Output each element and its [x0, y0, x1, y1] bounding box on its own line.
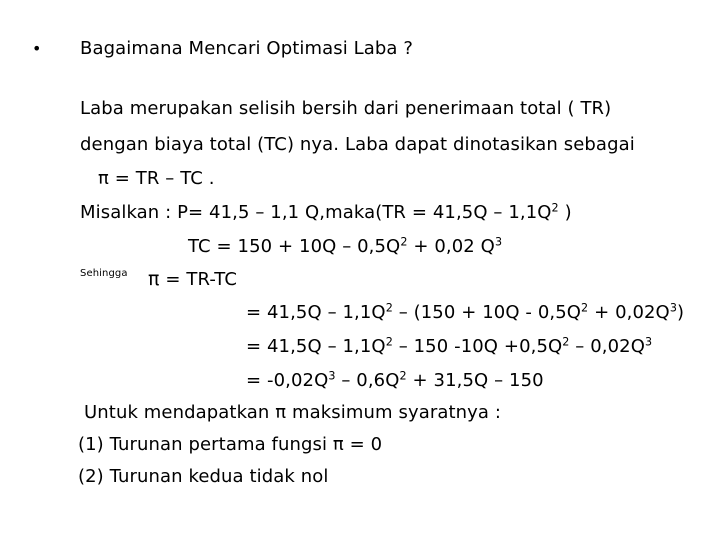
step1-superscript-3: 3: [669, 301, 678, 315]
tc-superscript-1: 2: [400, 235, 408, 249]
profit-formula: π = TR – TC .: [98, 168, 215, 189]
heading-text: Bagaimana Mencari Optimasi Laba ?: [80, 38, 414, 59]
step2-part-c: – 0,02Q: [569, 336, 645, 357]
derivation-step-2: [246, 336, 652, 358]
step3-part-c: + 31,5Q – 150: [406, 370, 544, 391]
condition-2: (2) Turunan kedua tidak nol: [78, 466, 329, 487]
heading-bullet: •: [32, 39, 42, 58]
pi-equation-line: [148, 268, 237, 291]
step2-part-b: – 150 -10Q +0,5Q: [392, 336, 563, 357]
step3-superscript-1: 3: [328, 369, 336, 383]
step1-part-b: – (150 + 10Q - 0,5Q: [392, 302, 582, 323]
step1-part-c: + 0,02Q: [588, 302, 670, 323]
example-suffix: ): [558, 202, 572, 223]
condition-1: (1) Turunan pertama fungsi π = 0: [78, 434, 383, 455]
example-line: [80, 202, 572, 224]
intro-line-1: Laba merupakan selisih bersih dari penerimaan total ( TR): [80, 98, 612, 119]
tc-superscript-2: 3: [494, 235, 503, 249]
conclusion-line: Untuk mendapatkan π maksimum syaratnya :: [84, 402, 501, 423]
step1-superscript-1: 2: [385, 301, 393, 315]
pi-symbol: π: [148, 268, 160, 290]
step1-part-d: ): [677, 302, 685, 323]
step2-superscript-3: 3: [644, 335, 653, 349]
step2-superscript-1: 2: [385, 335, 393, 349]
step1-part-a: = 41,5Q – 1,1Q: [246, 302, 386, 323]
step3-superscript-2: 2: [399, 369, 407, 383]
example-superscript: 2: [551, 201, 559, 215]
intro-line-2: dengan biaya total (TC) nya. Laba dapat dinotasikan sebagai: [80, 134, 635, 155]
sehingga-label: Sehingga: [80, 268, 128, 279]
derivation-step-3: [246, 370, 544, 392]
step2-part-a: = 41,5Q – 1,1Q: [246, 336, 386, 357]
example-prefix: Misalkan : P= 41,5 – 1,1 Q,maka(TR = 41,5Q – 1,1Q: [80, 202, 552, 223]
step2-superscript-2: 2: [562, 335, 570, 349]
derivation-step-1: [246, 302, 684, 324]
tc-middle: + 0,02 Q: [407, 236, 495, 257]
pi-equation: = TR-TC: [165, 269, 238, 290]
step1-superscript-2: 2: [581, 301, 589, 315]
step3-part-a: = -0,02Q: [246, 370, 329, 391]
step3-part-b: – 0,6Q: [335, 370, 400, 391]
tc-line: [188, 236, 502, 258]
tc-prefix: TC = 150 + 10Q – 0,5Q: [188, 236, 401, 257]
